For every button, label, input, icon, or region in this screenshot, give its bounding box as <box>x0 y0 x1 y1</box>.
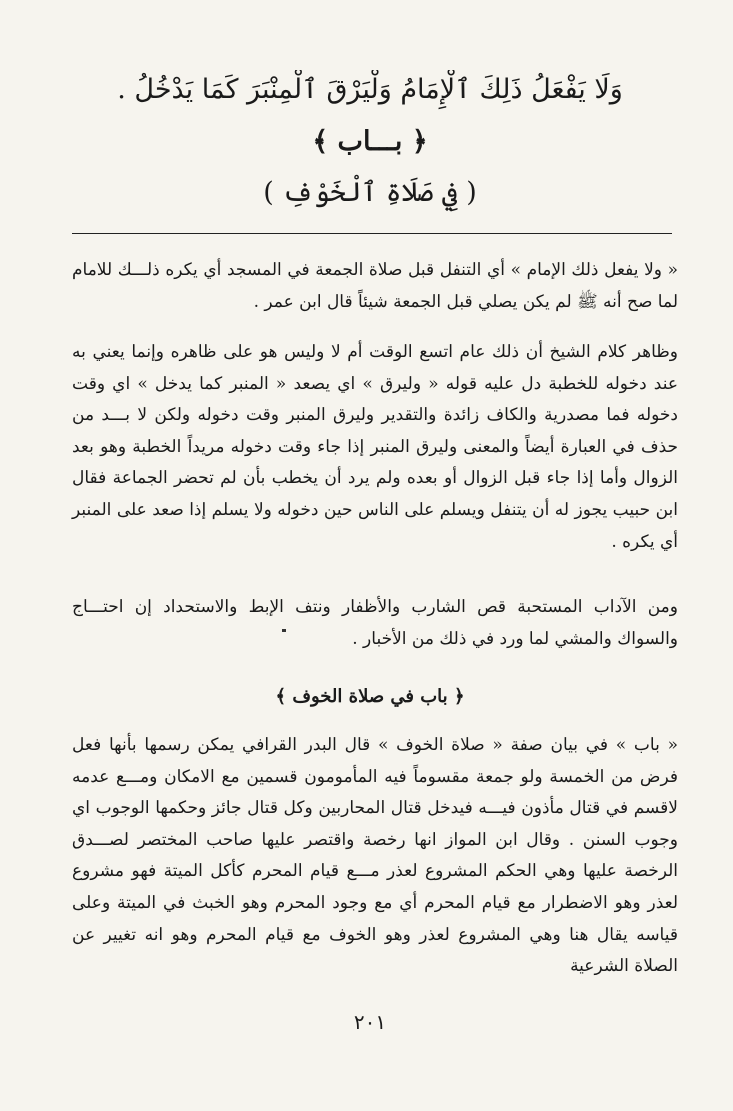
commentary-paragraph-3: ومن الآداب المستحبة قص الشارب والأظفار ونتف الإبط والاستحداد إن احتـــاج والسواك والمشي لما ورد في ذلك من الأخبار . <box>72 597 678 649</box>
verse-header: وَلَا يَفْعَلُ ذَلِكَ ٱلْإِمَامُ وَلْيَرْقَ ٱلْمِنْبَرَ كَمَا يَدْخُلُ . <box>117 74 623 105</box>
chapter-subtitle: ( فِي صَلَاةِ ٱلْخَوْفِ ) <box>263 177 477 208</box>
commentary-paragraph-1: « ولا يفعل ذلك الإمام » أي التنفل قبل صلاة الجمعة في المسجد أي يكره ذلـــك للامام لما صح أنه ﷺ لم يكن يصلي قبل الجمعة شيئاً قال ابن عمر . <box>72 260 678 312</box>
chapter-title: ﴿ بـــاب ﴾ <box>312 126 428 157</box>
page-number: ٢٠١ <box>353 1010 387 1034</box>
section-heading: ﴿ باب في صلاة الخوف ﴾ <box>275 686 465 707</box>
commentary-paragraph-2: وظاهر كلام الشيخ أن ذلك عام اتسع الوقت أم لا وليس هو على ظاهره وإنما يعني به عند دخوله للخطبة دل عليه قوله « وليرق » اي يصعد « المنبر كما يدخل » اي وقت دخوله فما مصدرية والكاف زائدة والتقدير وليرق المنبر وقت دخوله ولكن لا بـــد من حذف في العبارة أيضاً والمعنى وليرق المنبر إذا جاء وقت دخوله مريداً الخطبة وهو بعد الزوال وأما إذا جاء قبل الزوال أو بعده ولم يرد أن يخطب بأن لم تحضر الجماعة فقال ابن حبيب يجوز له أن يتنفل ويسلم على الناس حين دخوله ولا يسلم إذا صعد على المنبر أي يكره . <box>72 342 678 552</box>
header-divider <box>72 233 672 234</box>
print-speck <box>282 629 286 632</box>
commentary-paragraph-4: « باب » في بيان صفة « صلاة الخوف » قال البدر القرافي يمكن رسمها بأنها فعل فرض من الخمسة ولو جمعة مقسوماً فيه المأمومون قسمين مع الامكان ومـــع عدمه لاقسم في قتال مأذون فيـــه فيدخل قتال المحاربين وكل قتال جائز وحكمها الوجوب اي وجوب السنن . وقال ابن المواز انها رخصة واقتصر عليها صاحب المختصر لصـــدق الرخصة عليها وهي الحكم المشروع لعذر مـــع قيام المحرم كأكل الميتة فهو مشروع لعذر وهو الاضطرار مع قيام المحرم أي مع وجود المحرم وهو الخبث في الميتة وعلى قياسه يقال هنا وهي المشروع لعذر وهو الخوف مع قيام المحرم وهو انه تغيير عن الصلاة الشرعية <box>72 735 678 977</box>
